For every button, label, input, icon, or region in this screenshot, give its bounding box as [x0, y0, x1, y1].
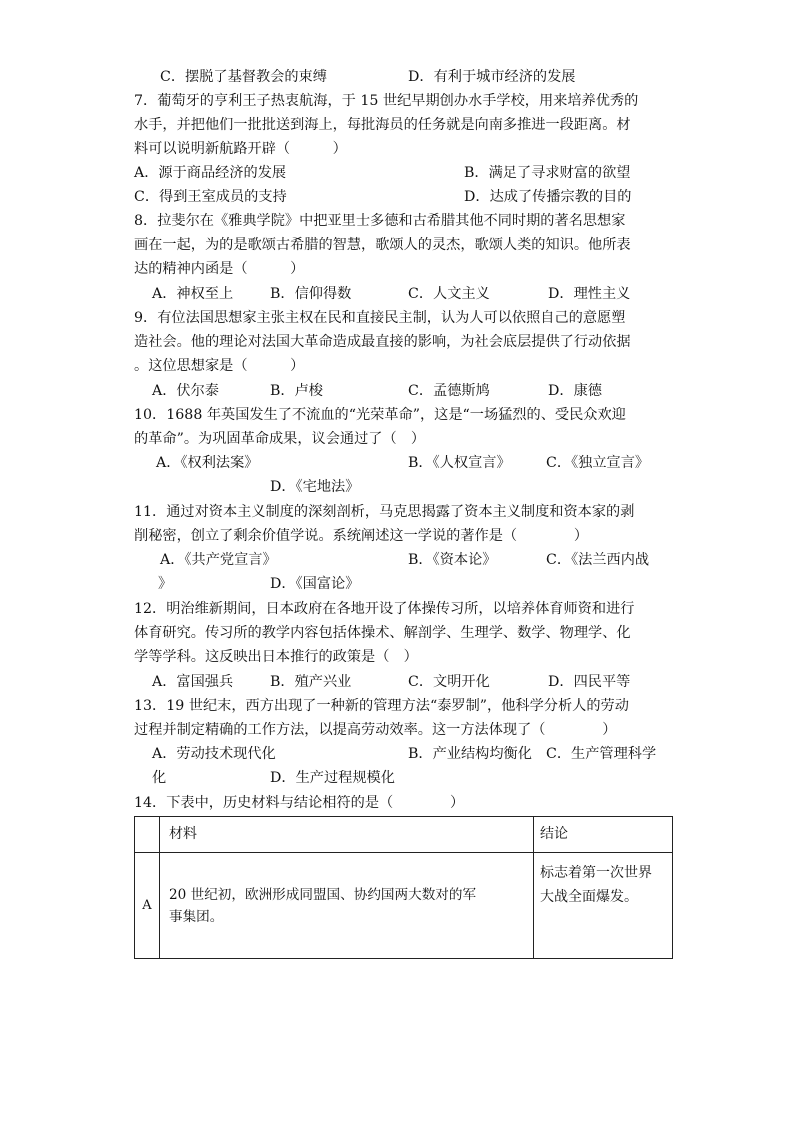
q13-stem-line-1: 13．19 世纪末，西方出现了一种新的管理方法“泰罗制”，他科学分析人的劳动	[134, 698, 629, 714]
q12-stem-line-3: 学等学科。这反映出日本推行的政策是（ ）	[134, 649, 418, 665]
q11-option-d: D．《国富论》	[270, 576, 360, 592]
q6-option-c: C．摆脱了基督教会的束缚	[160, 69, 327, 85]
table-header-conclusion-text: 结论	[540, 826, 568, 842]
q11-option-b: B．《资本论》	[408, 552, 497, 568]
q12-option-d: D．四民平等	[548, 674, 631, 690]
q13-option-c-line-1: C．生产管理科学	[546, 746, 657, 762]
q13-option-c-line-2: 化	[152, 770, 167, 786]
q12-stem-line-2: 体育研究。传习所的教学内容包括体操术、解剖学、生理学、数学、物理学、化	[134, 625, 631, 641]
q8-stem-line-2: 画在一起，为的是歌颂古希腊的智慧，歌颂人的灵杰，歌颂人类的知识。他所表	[134, 237, 631, 253]
q11-option-a: A．《共产党宣言》	[160, 552, 277, 568]
table-row-material-line-1: 20 世纪初，欧洲形成同盟国、协约国两大数对的军	[169, 886, 477, 903]
table-row-material-line-2: 事集团。	[169, 908, 224, 925]
q9-option-d: D．康德	[548, 383, 602, 399]
q7-option-c: C．得到王室成员的支持	[134, 189, 287, 205]
q10-stem-line-1: 10．1688 年英国发生了不流血的“光荣革命”，这是“一场猛烈的、受民众欢迎	[134, 407, 626, 423]
q7-option-b: B．满足了寻求财富的欲望	[464, 165, 631, 181]
q8-stem-line-1: 8．拉斐尔在《雅典学院》中把亚里士多德和古希腊其他不同时期的著名思想家	[134, 213, 626, 229]
q8-option-d: D．理性主义	[548, 286, 631, 302]
table-row-material	[160, 853, 534, 959]
q10-option-a: A．《权利法案》	[156, 455, 259, 471]
q11-option-c-line-2: 》	[158, 576, 173, 592]
q14-table	[134, 816, 673, 959]
q7-option-d: D．达成了传播宗教的目的	[464, 189, 632, 205]
q8-option-c: C．人文主义	[408, 286, 490, 302]
q9-option-a: A．伏尔泰	[152, 383, 219, 399]
q13-option-d: D．生产过程规模化	[270, 770, 395, 786]
q9-stem-line-3: 。这位思想家是（ ）	[134, 358, 305, 374]
q10-option-c: C．《独立宣言》	[546, 455, 650, 471]
q7-stem-line-2: 水手，并把他们一批批送到海上，每批海员的任务就是向南多推进一段距离。材	[134, 117, 631, 133]
table-header-blank	[135, 817, 160, 853]
table-row-label	[135, 853, 160, 959]
q12-stem-line-1: 12．明治维新期间，日本政府在各地开设了体操传习所，以培养体育师资和进行	[134, 601, 635, 617]
q10-stem-line-2: 的革命”。为巩固革命成果，议会通过了（ ）	[134, 431, 426, 447]
q13-stem-line-2: 过程并制定精确的工作方法，以提高劳动效率。这一方法体现了（ ）	[134, 722, 617, 738]
q11-option-c-line-1: C．《法兰西内战	[546, 552, 650, 568]
q10-option-d: D．《宅地法》	[270, 479, 360, 495]
q13-option-a: A．劳动技术现代化	[152, 746, 276, 762]
q7-stem-line-3: 料可以说明新航路开辟（ ）	[134, 141, 347, 157]
q9-option-b: B．卢梭	[270, 383, 323, 399]
q13-option-b: B．产业结构均衡化	[408, 746, 532, 762]
q7-option-a: A．源于商品经济的发展	[134, 165, 287, 181]
q11-stem-line-1: 11．通过对资本主义制度的深刻剖析，马克思揭露了资本主义制度和资本家的剥	[134, 504, 635, 520]
q9-stem-line-1: 9．有位法国思想家主张主权在民和直接民主制，认为人可以依照自己的意愿塑	[134, 310, 626, 326]
q8-option-a: A．神权至上	[152, 286, 234, 302]
q10-option-b: B．《人权宣言》	[408, 455, 511, 471]
table-header-material-text: 材料	[169, 826, 197, 842]
q9-option-c: C．孟德斯鸠	[408, 383, 490, 399]
table-row	[135, 853, 673, 959]
q14-stem: 14．下表中，历史材料与结论相符的是（ ）	[134, 795, 465, 811]
q7-stem-line-1: 7．葡萄牙的亨利王子热衷航海，于 15 世纪早期创办水手学校，用来培养优秀的	[134, 93, 639, 109]
q9-stem-line-2: 造社会。他的理论对法国大革命造成最直接的影响，为社会底层提供了行动依据	[134, 334, 631, 350]
q12-option-a: A．富国强兵	[152, 674, 234, 690]
table-row-conclusion-line-2: 大战全面爆发。	[540, 889, 638, 905]
q11-stem-line-2: 削秘密，创立了剩余价值学说。系统阐述这一学说的著作是（ ）	[134, 528, 589, 544]
q8-option-b: B．信仰得数	[270, 286, 352, 302]
table-row-label-text: A	[142, 898, 152, 913]
table-header-row	[135, 817, 673, 853]
table-header-material	[160, 817, 534, 853]
q12-option-b: B．殖产兴业	[270, 674, 352, 690]
q8-stem-line-3: 达的精神内函是（ ）	[134, 261, 305, 277]
table-header-conclusion	[534, 817, 673, 853]
table-row-conclusion	[534, 853, 673, 959]
table-row-conclusion-line-1: 标志着第一次世界	[540, 865, 652, 881]
q12-option-c: C．文明开化	[408, 674, 490, 690]
q6-option-d: D．有利于城市经济的发展	[408, 69, 576, 85]
